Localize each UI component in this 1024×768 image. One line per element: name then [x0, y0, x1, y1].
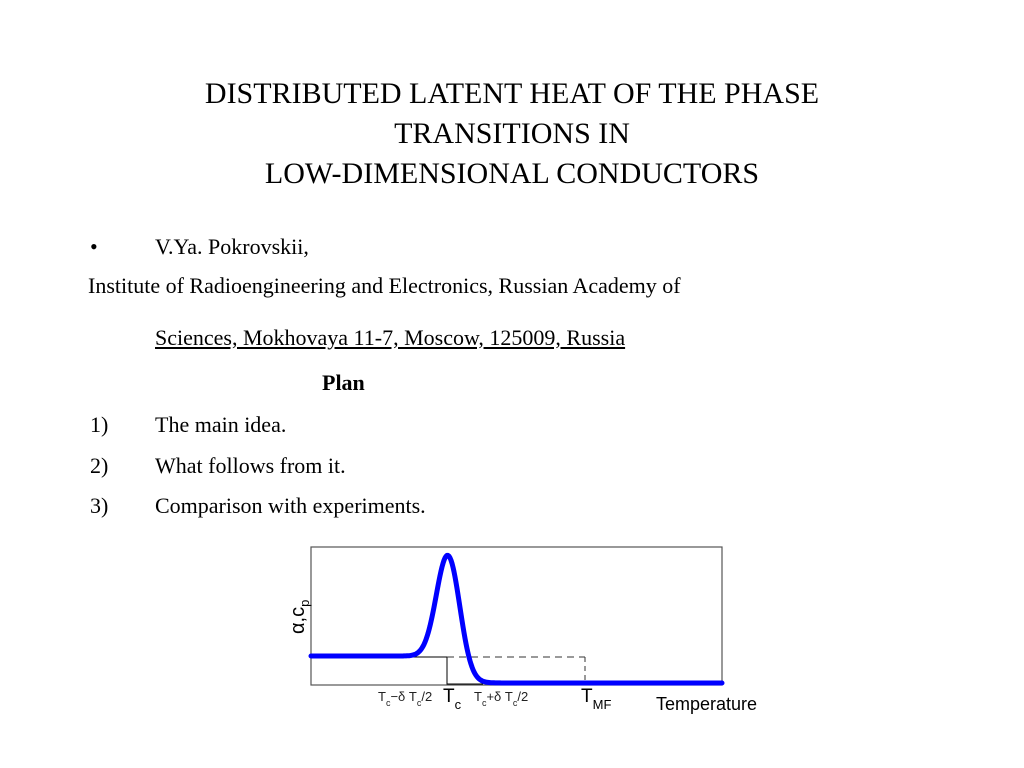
tick-label-tmf: $T_{MF}$ [581, 686, 612, 712]
tick-label-tc-minus: $T_c-\delta$ $T_c/2$ [378, 689, 433, 708]
affiliation-line-2: Sciences, Mokhovaya 11-7, Moscow, 125009, Russia [155, 325, 626, 350]
plan-item-number: 3) [90, 493, 109, 518]
title-line-2: TRANSITIONS IN [394, 117, 630, 150]
plan-item-text: Comparison with experiments. [155, 493, 426, 518]
slide-title [0, 74, 1024, 194]
plan-item-number: 1) [90, 412, 109, 437]
plan-item-text: What follows from it. [155, 453, 346, 478]
affiliation-line-1: Institute of Radioengineering and Electronics, Russian Academy of [88, 273, 681, 298]
title-line-1: DISTRIBUTED LATENT HEAT OF THE PHASE [204, 77, 820, 110]
y-axis-label-main: α,c [287, 606, 309, 634]
tick-label-tc-plus: $T_c+\delta$ $T_c/2$ [474, 689, 529, 708]
svg-text:α,cp [287, 600, 312, 634]
y-axis-label [287, 600, 312, 634]
tick-label-tc: $T_c$ [443, 686, 462, 712]
bullet-marker: • [90, 234, 98, 259]
plot-frame [311, 547, 722, 685]
plan-item-number: 2) [90, 453, 109, 478]
author-name: V.Ya. Pokrovskii, [155, 234, 309, 259]
heat-capacity-curve [311, 555, 722, 683]
plan-item-text: The main idea. [155, 412, 287, 437]
step-line [411, 657, 483, 684]
plan-heading: Plan [322, 370, 365, 395]
title-line-3: LOW-DIMENSIONAL CONDUCTORS [264, 157, 760, 190]
y-axis-label-sub: p [297, 599, 312, 607]
x-axis-label: Temperature [656, 694, 758, 714]
